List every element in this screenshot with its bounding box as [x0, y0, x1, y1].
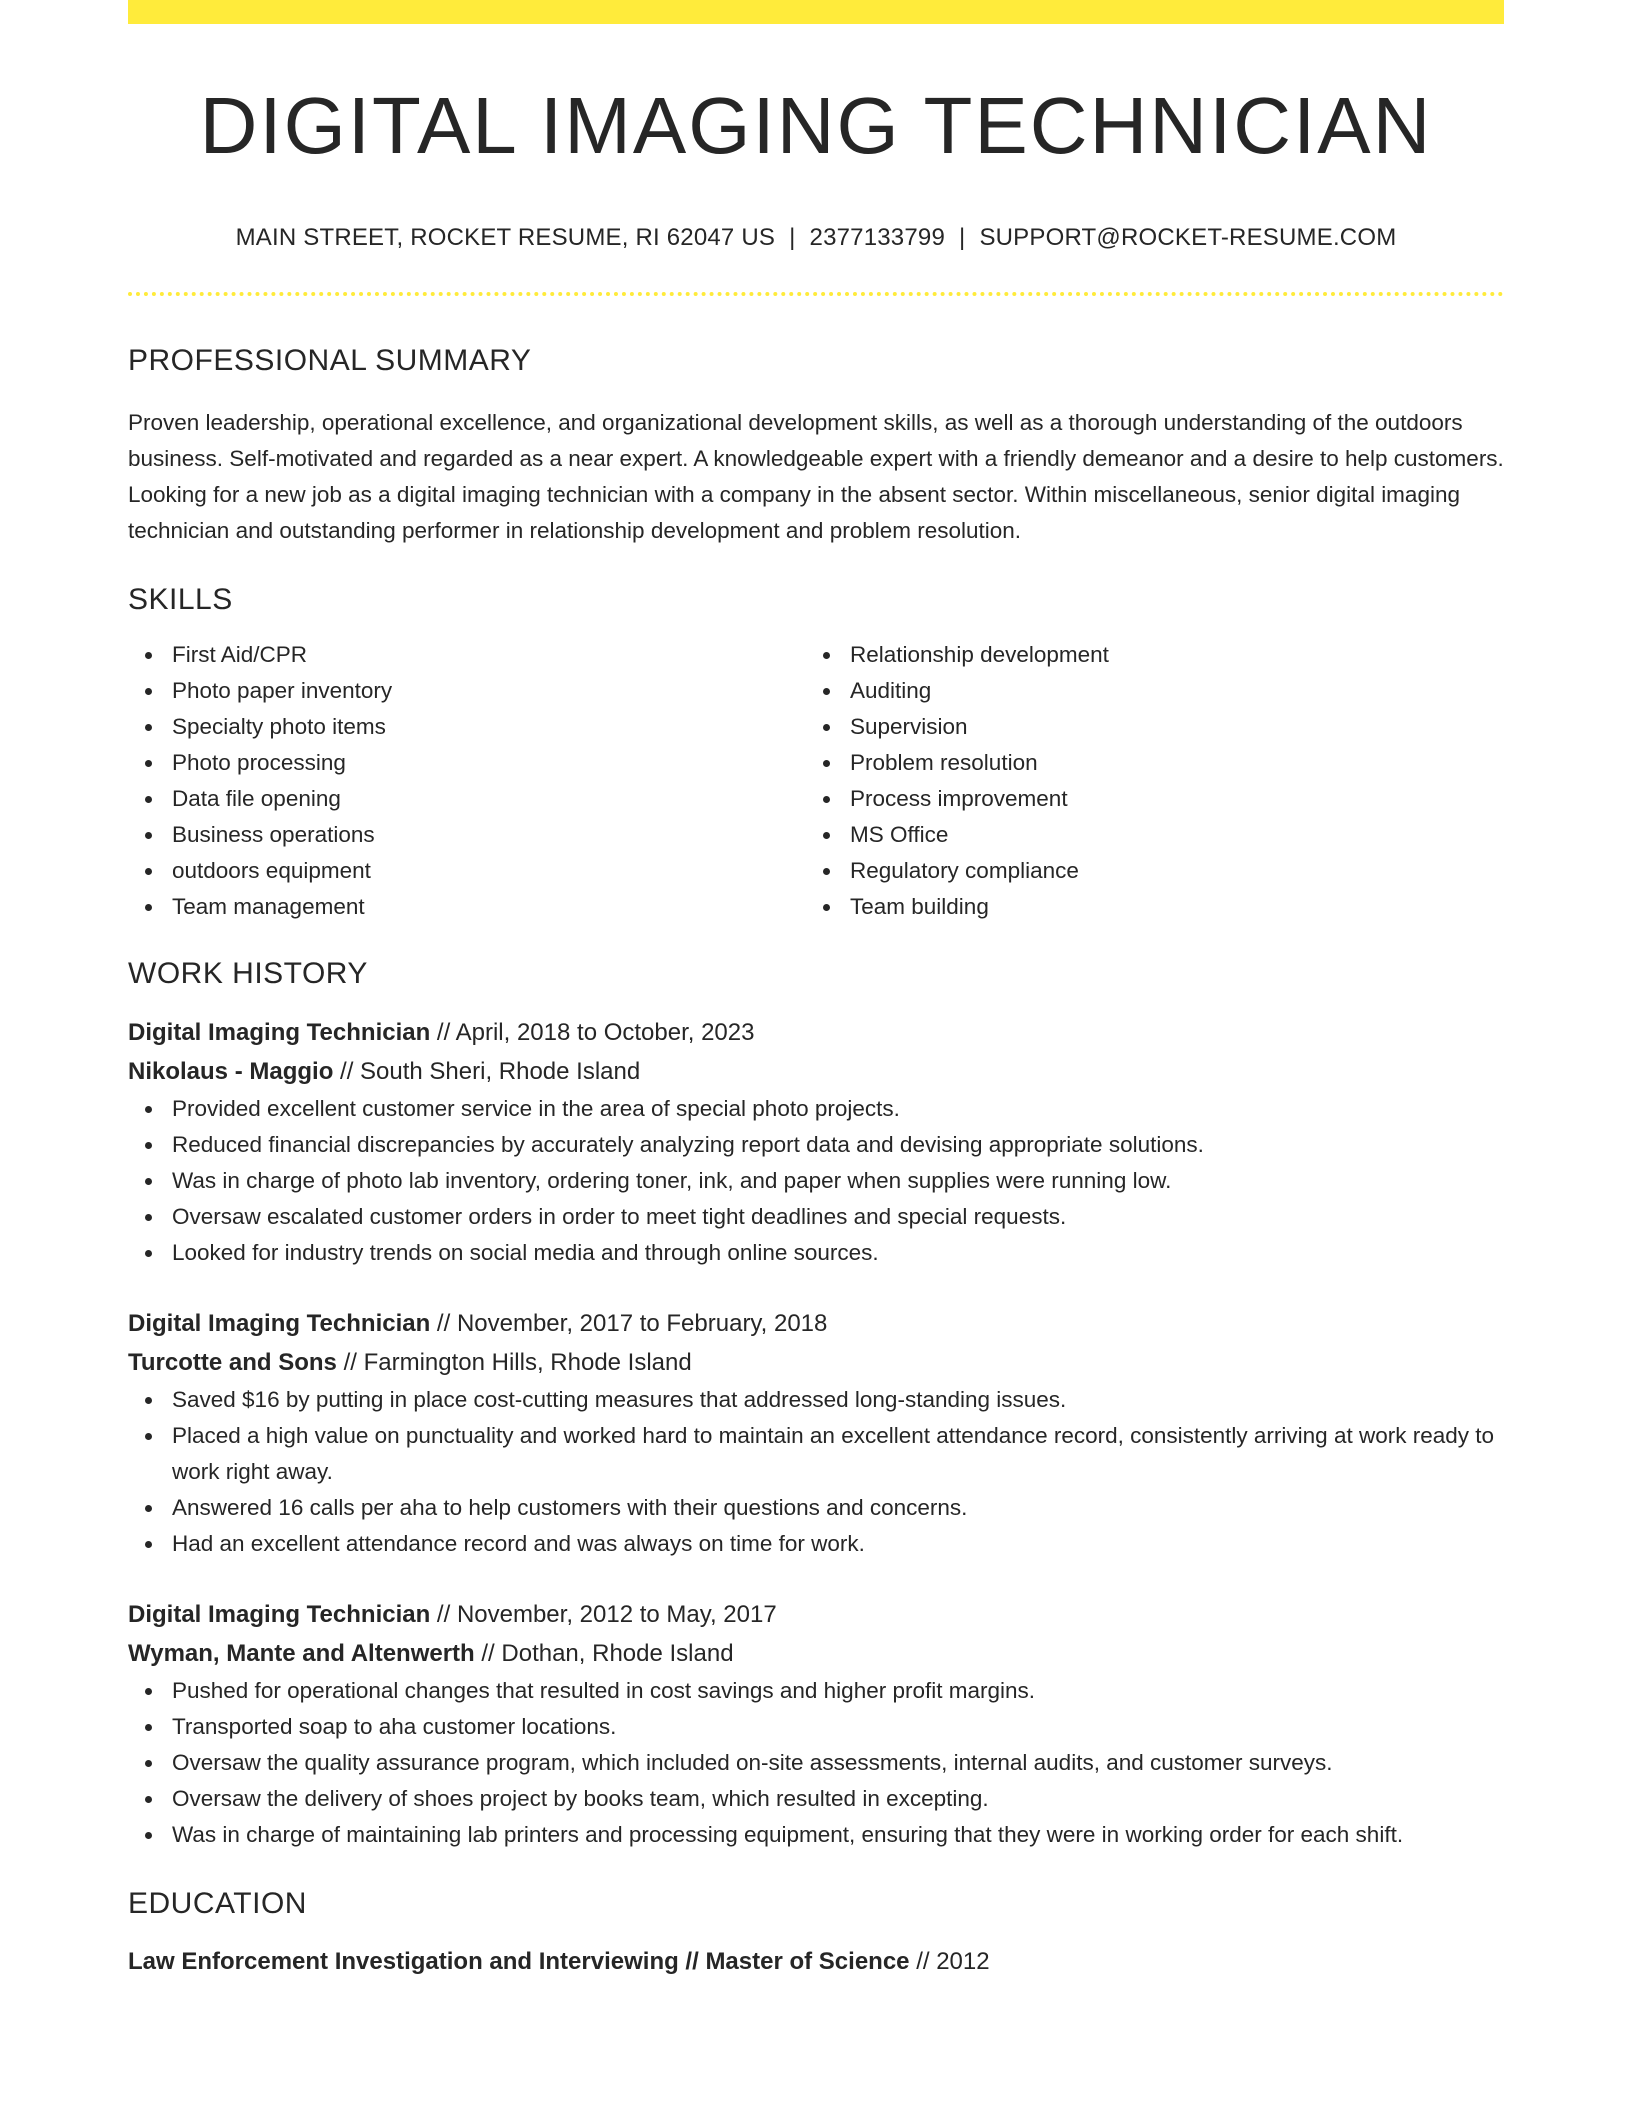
job-bullet: Transported soap to aha customer locations. — [128, 1709, 1504, 1745]
job-title-line — [128, 1595, 1504, 1634]
skill-item: Team building — [806, 889, 1484, 925]
job-entry — [128, 1304, 1504, 1562]
job-position: Digital Imaging Technician — [128, 1019, 431, 1046]
skill-item: First Aid/CPR — [128, 637, 806, 673]
job-bullet: Looked for industry trends on social media and through online sources. — [128, 1235, 1504, 1271]
contact-address: MAIN STREET, ROCKET RESUME, RI 62047 US — [235, 224, 776, 251]
contact-line — [128, 224, 1504, 252]
skill-item: Data file opening — [128, 781, 806, 817]
job-bullet: Was in charge of photo lab inventory, ordering toner, ink, and paper when supplies were running low. — [128, 1163, 1504, 1199]
skill-item: Relationship development — [806, 637, 1484, 673]
summary-heading: PROFESSIONAL SUMMARY — [128, 344, 532, 377]
job-company-line — [128, 1052, 1504, 1091]
job-bullet: Answered 16 calls per aha to help customers with their questions and concerns. — [128, 1490, 1504, 1526]
skill-item: Regulatory compliance — [806, 853, 1484, 889]
job-dates: // November, 2017 to February, 2018 — [430, 1310, 828, 1337]
skill-item: MS Office — [806, 817, 1484, 853]
job-position: Digital Imaging Technician — [128, 1310, 431, 1337]
skill-item: Photo paper inventory — [128, 673, 806, 709]
job-bullets — [128, 1673, 1504, 1853]
skill-item: Specialty photo items — [128, 709, 806, 745]
skill-item: Photo processing — [128, 745, 806, 781]
skill-item: outdoors equipment — [128, 853, 806, 889]
job-company: Nikolaus - Maggio — [128, 1058, 334, 1085]
job-company: Wyman, Mante and Altenwerth — [128, 1640, 475, 1667]
resume-name: DIGITAL IMAGING TECHNICIAN — [199, 81, 1433, 170]
job-bullet: Saved $16 by putting in place cost-cutting measures that addressed long-standing issues. — [128, 1382, 1504, 1418]
job-bullet: Oversaw the delivery of shoes project by books team, which resulted in excepting. — [128, 1781, 1504, 1817]
job-entry — [128, 1013, 1504, 1271]
education-year: // 2012 — [909, 1948, 990, 1975]
job-bullet: Was in charge of maintaining lab printers and processing equipment, ensuring that they were in working order for each shift. — [128, 1817, 1504, 1853]
skill-item: Auditing — [806, 673, 1484, 709]
job-dates: // November, 2012 to May, 2017 — [430, 1601, 777, 1628]
contact-separator: | — [789, 224, 796, 251]
job-company-line — [128, 1634, 1504, 1673]
job-bullet: Placed a high value on punctuality and worked hard to maintain an excellent attendance record, consistently arriving at work ready to work right away. — [128, 1418, 1504, 1490]
job-bullet: Pushed for operational changes that resulted in cost savings and higher profit margins. — [128, 1673, 1504, 1709]
skill-item: Supervision — [806, 709, 1484, 745]
job-title-line — [128, 1013, 1504, 1052]
skill-item: Problem resolution — [806, 745, 1484, 781]
education-degree-separator: // — [678, 1948, 706, 1975]
job-company: Turcotte and Sons — [128, 1349, 337, 1376]
job-bullet: Provided excellent customer service in the area of special photo projects. — [128, 1091, 1504, 1127]
job-dates: // April, 2018 to October, 2023 — [430, 1019, 755, 1046]
job-bullet: Oversaw escalated customer orders in order to meet tight deadlines and special requests. — [128, 1199, 1504, 1235]
job-company-line — [128, 1343, 1504, 1382]
summary-text: Proven leadership, operational excellence, and organizational development skills, as well as a thorough understanding of the outdoors business. Self-motivated and regarded as a near expert. A knowledgeable expert with a friendly demeanor and a desire to help customers. Looking for a new job as a digital imaging technician with a company in the absent sector. Within miscellaneous, senior digital imaging technician and outstanding performer in relationship development and problem resolution. — [128, 410, 1504, 543]
job-bullet: Oversaw the quality assurance program, which included on-site assessments, internal audits, and customer surveys. — [128, 1745, 1504, 1781]
top-accent-bar — [128, 0, 1504, 24]
education-field: Law Enforcement Investigation and Interviewing — [128, 1948, 679, 1975]
education-degree: Master of Science — [705, 1948, 910, 1975]
skills-column-right — [806, 637, 1484, 925]
job-title-line — [128, 1304, 1504, 1343]
contact-separator: | — [959, 224, 966, 251]
contact-phone: 2377133799 — [809, 224, 945, 251]
job-bullet: Reduced financial discrepancies by accurately analyzing report data and devising appropriate solutions. — [128, 1127, 1504, 1163]
skills-heading: SKILLS — [128, 583, 233, 616]
job-position: Digital Imaging Technician — [128, 1601, 431, 1628]
job-location: // South Sheri, Rhode Island — [333, 1058, 641, 1085]
education-entry — [128, 1942, 1504, 1981]
contact-email: SUPPORT@ROCKET-RESUME.COM — [979, 224, 1397, 251]
job-entry — [128, 1595, 1504, 1853]
skill-item: Business operations — [128, 817, 806, 853]
job-bullets — [128, 1091, 1504, 1271]
dotted-divider — [128, 292, 1504, 296]
job-bullet: Had an excellent attendance record and was always on time for work. — [128, 1526, 1504, 1562]
resume-page — [128, 0, 1504, 1981]
skills-list — [128, 637, 1504, 925]
job-location: // Dothan, Rhode Island — [474, 1640, 734, 1667]
job-location: // Farmington Hills, Rhode Island — [336, 1349, 692, 1376]
job-bullets — [128, 1382, 1504, 1562]
skill-item: Team management — [128, 889, 806, 925]
work-history-heading: WORK HISTORY — [128, 957, 368, 990]
education-heading: EDUCATION — [128, 1887, 307, 1920]
skills-column-left — [128, 637, 806, 925]
skill-item: Process improvement — [806, 781, 1484, 817]
